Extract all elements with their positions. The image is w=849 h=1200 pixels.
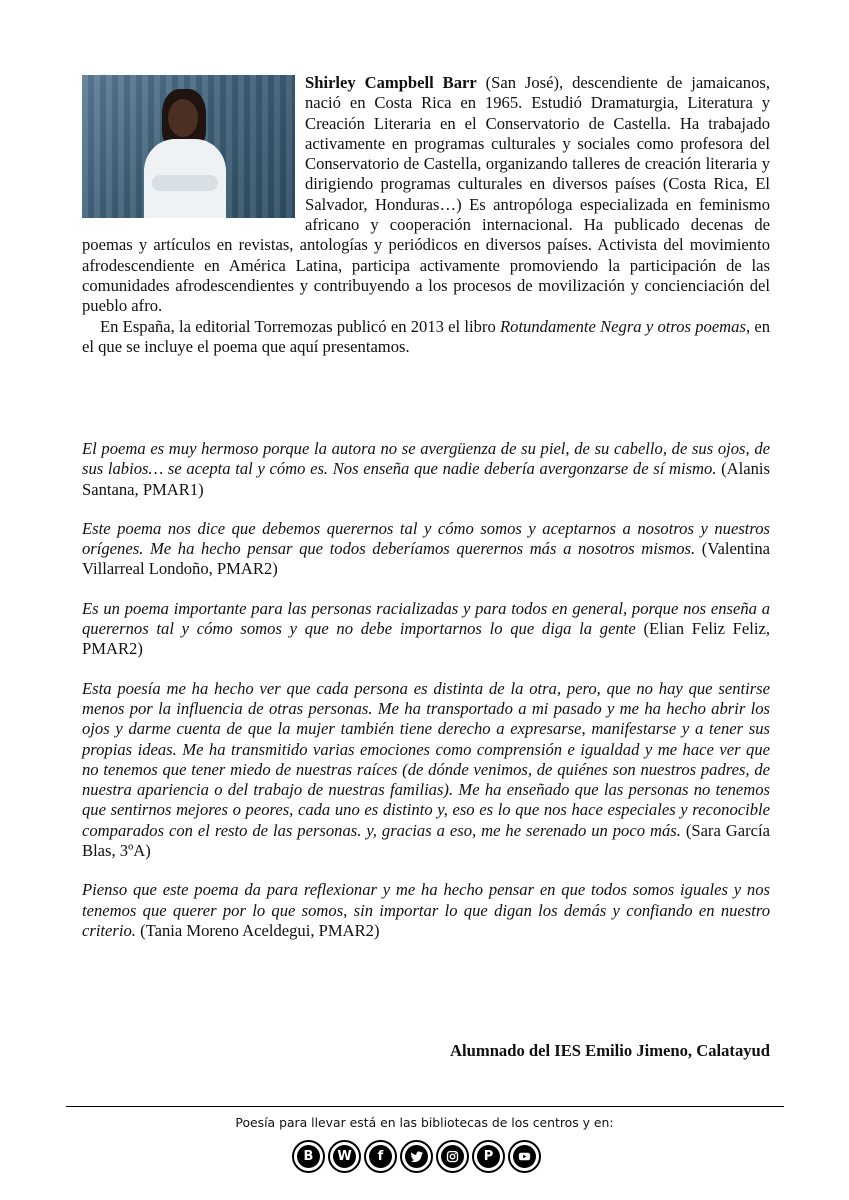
- signature: Alumnado del IES Emilio Jimeno, Calatayud: [450, 1041, 770, 1060]
- comment-author: (Tania Moreno Aceldegui, PMAR2): [135, 920, 380, 940]
- footer-text: Poesía para llevar está en las bibliotecas de los centros y en:: [235, 1115, 614, 1130]
- social-links: [292, 1140, 541, 1176]
- publication-paragraph: [82, 317, 770, 358]
- comment-author: (Alanis Santana, PMAR1): [82, 459, 771, 499]
- blogger-icon[interactable]: B: [292, 1140, 325, 1173]
- publication-text-after: , en el que se incluye el poema que aquí presentamos.: [82, 316, 770, 356]
- footer-divider: [66, 1106, 784, 1107]
- comment: [82, 519, 770, 580]
- comment-quote: Este poema nos dice que debemos querernos tal y cómo somos y aceptarnos a nosotros y nuestros orígenes. Me ha hecho pensar que todos deberíamos querernos más a nosotros mismos.: [82, 518, 770, 559]
- comment-author: (Sara García Blas, 3ºA): [82, 820, 770, 861]
- comment-author: (Elian Feliz Feliz, PMAR2): [82, 619, 770, 659]
- author-bio: [82, 73, 770, 357]
- twitter-icon[interactable]: [400, 1140, 433, 1173]
- publication-text-before: En España, la editorial Torremozas publicó en 2013 el libro: [100, 316, 501, 336]
- comment: [82, 599, 770, 660]
- author-photo: [82, 75, 295, 218]
- book-title: Rotundamente Negra y otros poemas: [500, 316, 746, 336]
- facebook-icon[interactable]: f: [364, 1140, 397, 1173]
- author-bio-text: (San José), descendiente de jamaicanos, nació en Costa Rica en 1965. Estudió Dramaturgia, Literatura y Creación Literaria en el Conservatorio de Castella. Ha trabajado activamente en programas culturales y sociales como profesora del Conservatorio de Castella, organizando talleres de creación literaria y dirigiendo programas culturales en diversos países (Costa Rica, El Salvador, Honduras…) Es antropóloga especializada en feminismo africano y cooperación internacional. Ha publicado decenas de poemas y artículos en revistas, antologías y periódicos en diversos países. Activista del movimiento afrodescendiente en América Latina, participa activamente promoviendo la participación de las comunidades afrodescendientes y contribuyendo a los procesos de movilización y concienciación del pueblo afro.: [82, 73, 770, 316]
- comment-quote: Pienso que este poema da para reflexionar y me ha hecho pensar en que todos somos iguales y nos tenemos que querer por lo que somos, sin importar lo que digan los demás y confiando en nuestro criterio.: [82, 880, 770, 940]
- student-comments: [82, 439, 770, 960]
- comment: [82, 439, 770, 500]
- comment-author: (Valentina Villarreal Londoño, PMAR2): [82, 539, 770, 579]
- pinterest-icon[interactable]: P: [472, 1140, 505, 1173]
- comment-quote: Esta poesía me ha hecho ver que cada persona es distinta de la otra, pero, que no hay que sentirse menos por la influencia de otras personas. Me ha transportado a mi pasado y me ha hecho abrir los ojos y darme cuenta de que la mujer también tiene derecho a expresarse, manifestarse y a tener sus propias ideas. Me ha transmitido varias emociones como comprensión e igualdad y me hace ver que no tenemos que tener miedo de nuestras raíces (de dónde venimos, de quiénes son nuestros padres, de nuestra apariencia o del trabajo de nuestras familias). Me ha enseñado que las personas no tenemos que sentirnos mejores o peores, cada uno es distinto y, eso es lo que nos hace especiales y reconocible comparados con el resto de las personas. y, gracias a eso, me he serenado un poco más.: [82, 678, 770, 840]
- wordpress-icon[interactable]: W: [328, 1140, 361, 1173]
- youtube-icon[interactable]: [508, 1140, 541, 1173]
- comment-quote: El poema es muy hermoso porque la autora no se avergüenza de su piel, de su cabello, de sus ojos, de sus labios… se acepta tal y cómo es. Nos enseña que nadie debería avergonzarse de sí mismo.: [82, 439, 770, 479]
- comment: [82, 880, 770, 941]
- comment: [82, 679, 770, 862]
- comment-quote: Es un poema importante para las personas racializadas y para todos en general, porque nos enseña a querernos tal y cómo somos y que no debe importarnos lo que diga la gente: [82, 598, 770, 639]
- author-name: Shirley Campbell Barr: [305, 73, 477, 92]
- instagram-icon[interactable]: [436, 1140, 469, 1173]
